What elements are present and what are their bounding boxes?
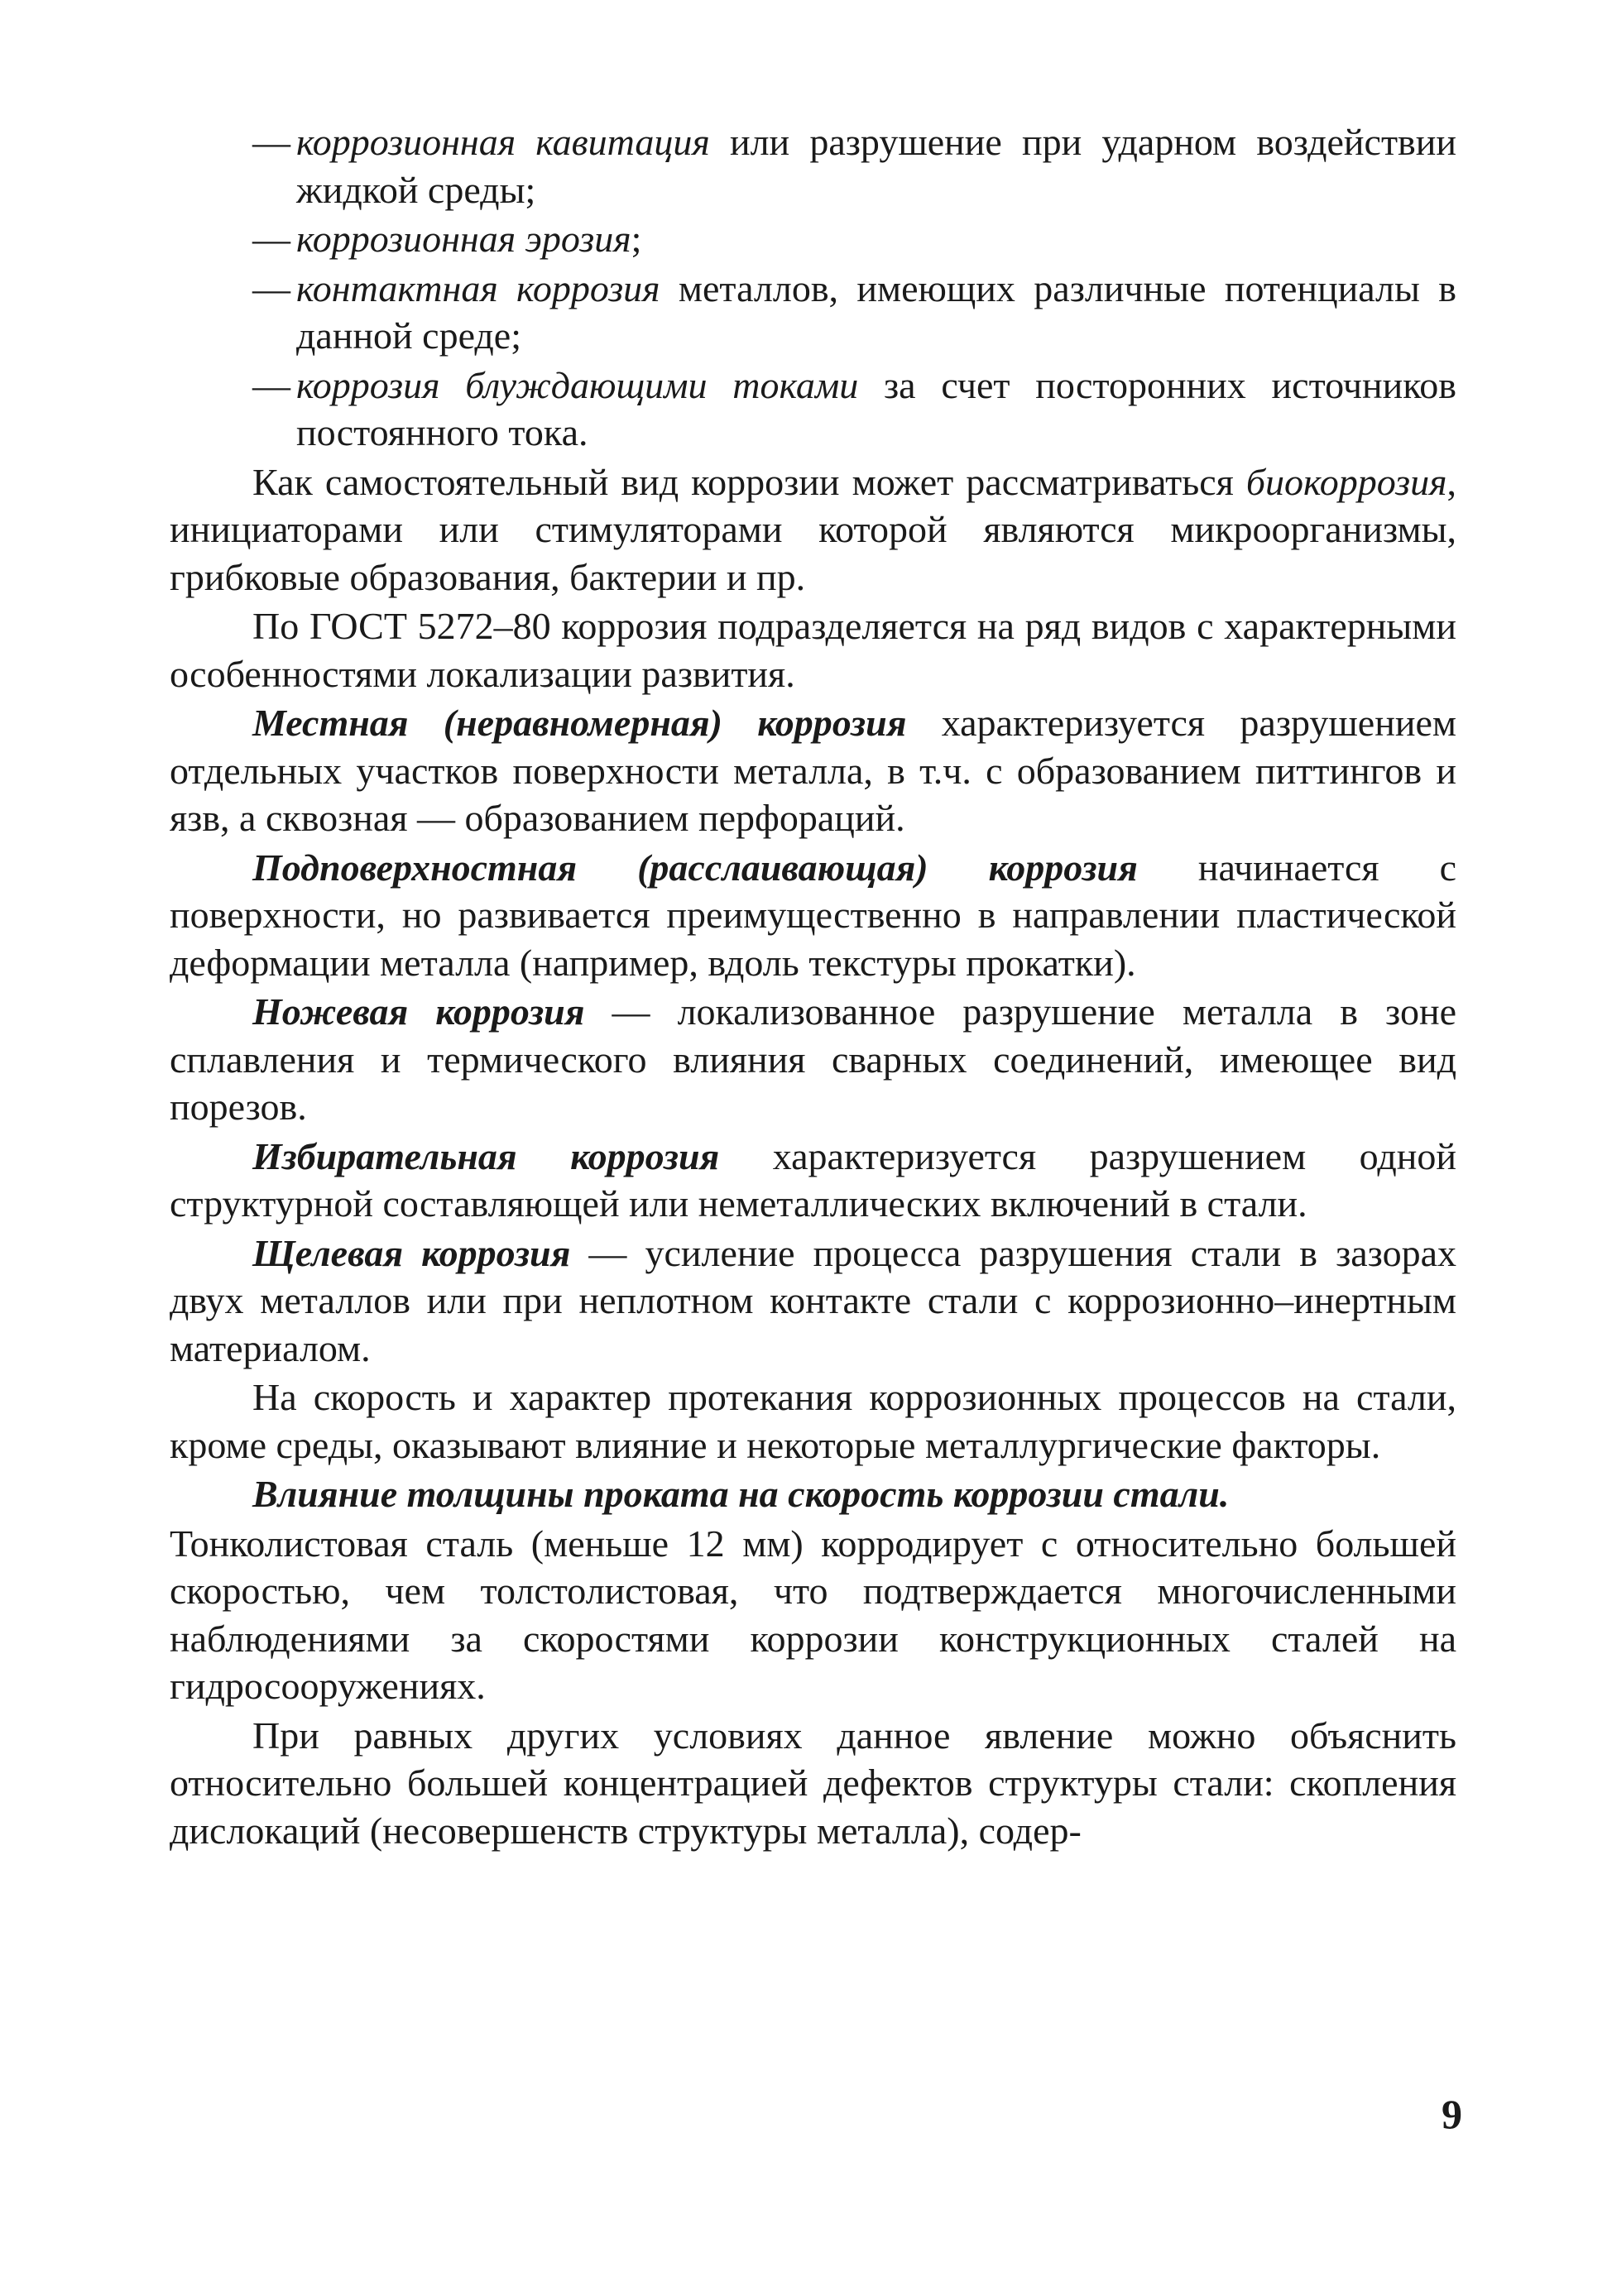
body-text — [170, 118, 1456, 1856]
paragraph-metallurgical-factors: На скорость и характер протекания коррозионных процессов на стали, кроме среды, оказывают влияние и некоторые металлургические факторы. — [170, 1376, 1456, 1466]
list-item-text: за счет посторонних источников постоянного тока. — [296, 363, 1456, 453]
paragraph-term: Подповерхностная (расслаивающая) коррозия — [252, 846, 1138, 889]
page-number: 9 — [1442, 2091, 1462, 2137]
paragraph-text: характеризуется разрушением отдельных участков поверхности металла, в т.ч. с образованием питтингов и язв, а сквозная — образованием перфораций. — [170, 702, 1456, 839]
paragraph-text: — усиление процесса разрушения стали в зазорах двух металлов или при неплотном контакте стали с коррозионно–инертным материалом. — [170, 1231, 1456, 1369]
paragraph-local-corrosion — [170, 699, 1456, 842]
list-item — [170, 215, 1456, 263]
corrosion-types-list — [170, 118, 1456, 457]
paragraph-thickness-text: Тонколистовая сталь (меньше 12 мм) корродирует с относительно большей скоростью, чем толстолистовая, что подтверждается многочисленными наблюдениями за скоростями коррозии конструкционных сталей на гидросооружениях. — [170, 1522, 1456, 1707]
paragraph-term: биокоррозия — [1245, 460, 1447, 503]
paragraph-text: — локализованное разрушение металла в зоне сплавления и термического влияния сварных соединений, имеющее вид порезов. — [170, 990, 1456, 1128]
paragraph-text: характеризуется разрушением одной структурной составляющей или неметаллических включений в стали. — [170, 1134, 1456, 1225]
paragraph-biocorrosion — [170, 458, 1456, 602]
list-item-term: коррозионная кавитация — [296, 121, 710, 163]
list-item-term: коррозия блуждающими токами — [296, 363, 859, 406]
list-item-term: коррозионная эрозия — [296, 218, 631, 260]
paragraph-term: Ножевая коррозия — [252, 990, 585, 1033]
paragraph-term: Местная (неравномерная) коррозия — [252, 702, 907, 744]
paragraph-equal-conditions: При равных других условиях данное явление можно объяснить относительно большей концентрацией дефектов структуры стали: скопления дислокаций (несовершенств структуры металла), содер- — [170, 1714, 1456, 1852]
paragraph-subsurface-corrosion — [170, 844, 1456, 987]
list-item — [170, 265, 1456, 360]
list-item — [170, 118, 1456, 213]
paragraph-term: Влияние толщины проката на скорость коррозии стали. — [252, 1473, 1230, 1515]
paragraph-term: Избирательная коррозия — [252, 1134, 720, 1177]
paragraph-selective-corrosion — [170, 1133, 1456, 1228]
paragraph-text: , инициаторами или стимуляторами которой являются микроорганизмы, грибковые образования, бактерии и пр. — [170, 460, 1456, 598]
paragraph-crevice-corrosion — [170, 1229, 1456, 1373]
list-item-text: или разрушение при ударном воздействии жидкой среды; — [296, 121, 1456, 211]
list-item-text: ; — [631, 218, 642, 260]
list-item — [170, 362, 1456, 457]
paragraph-term: Щелевая коррозия — [252, 1231, 571, 1274]
paragraph-thickness-heading — [170, 1470, 1456, 1518]
paragraph-text: начинается с поверхности, но развивается преимущественно в направлении пластической деформации металла (например, вдоль текстуры прокатки). — [170, 846, 1456, 984]
list-item-text: металлов, имеющих различные потенциалы в данной среде; — [296, 266, 1456, 357]
paragraph-text: Как самостоятельный вид коррозии может рассматриваться — [252, 460, 1246, 503]
paragraph-knife-corrosion — [170, 988, 1456, 1131]
list-item-term: контактная коррозия — [296, 266, 660, 309]
paragraph-gost: По ГОСТ 5272–80 коррозия подразделяется на ряд видов с характерными особенностями локализации развития. — [170, 605, 1456, 695]
